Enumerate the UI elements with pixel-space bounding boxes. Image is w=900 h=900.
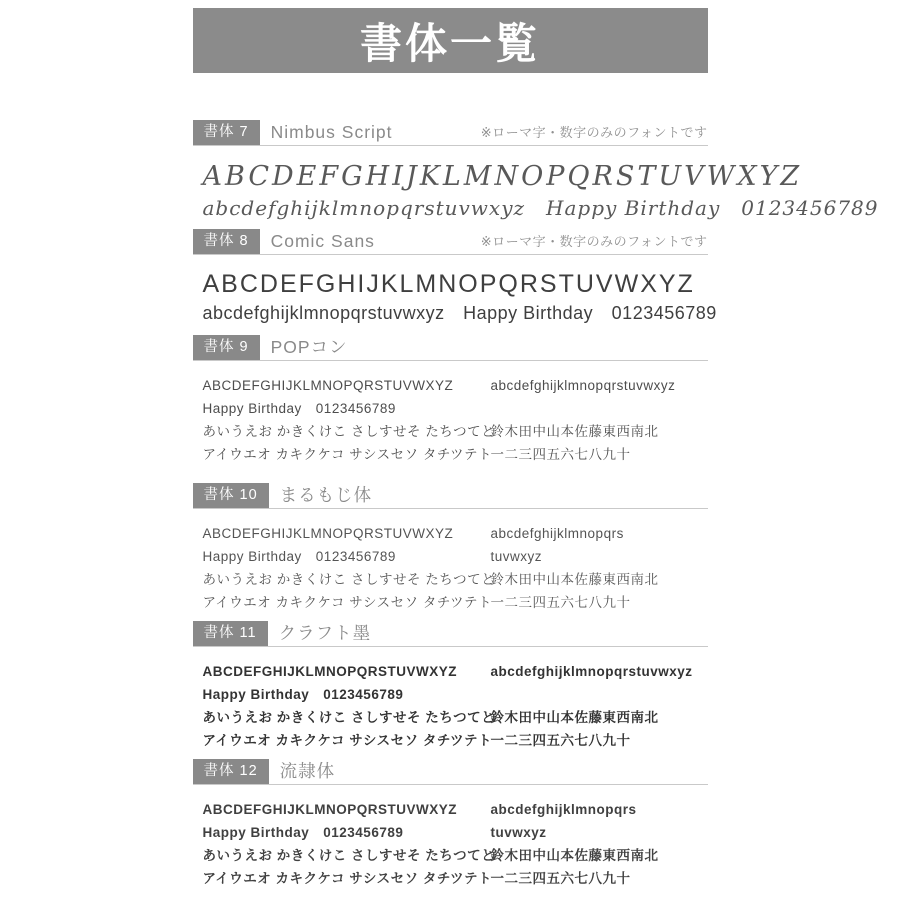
font-name-label: クラフト墨 (278, 623, 372, 643)
sample-uppercase: ABCDEFGHIJKLMNOPQRSTUVWXYZ (202, 526, 454, 541)
sample-kanji-numerals: 一二三四五六七八九十 (490, 733, 631, 748)
sample-uppercase-line: ABCDEFGHIJKLMNOPQRSTUVWXYZ (202, 270, 695, 298)
sample-lowercase-line: abcdefghijklmnopqrstuvwxyz Happy Birthday 0123456789 (202, 196, 879, 220)
sample-lowercase: abcdefghijklmnopqrstuvwxyz (490, 378, 676, 393)
sample-kanji-names: 鈴木田中山本佐藤東西南北 (490, 710, 659, 725)
sample-phrase-numbers: Happy Birthday 0123456789 (202, 401, 396, 416)
section-header (193, 229, 708, 255)
roman-only-note: ※ローマ字・数字のみのフォントです (480, 234, 708, 249)
sample-katakana: アイウエオ カキクケコ サシスセソ タチツテト (202, 447, 493, 462)
page-content (193, 0, 879, 890)
page-title: 書体一覧 (359, 19, 540, 67)
font-number-badge: 書体 9 (193, 335, 260, 360)
roman-only-note: ※ローマ字・数字のみのフォントです (480, 125, 708, 140)
sample-phrase-numbers: Happy Birthday 0123456789 (202, 549, 396, 564)
sample-katakana: アイウエオ カキクケコ サシスセソ タチツテト (202, 733, 493, 748)
sample-katakana: アイウエオ カキクケコ サシスセソ タチツテト (202, 595, 493, 610)
font-section-8 (193, 229, 717, 325)
font-samples (193, 268, 717, 325)
font-number-badge: 書体 12 (193, 759, 269, 784)
font-section-11 (193, 621, 708, 752)
font-number-badge: 書体 8 (193, 229, 260, 254)
sample-line (203, 844, 708, 867)
sample-uppercase-line: ABCDEFGHIJKLMNOPQRSTUVWXYZ (202, 161, 803, 192)
sample-phrase-numbers: Happy Birthday 0123456789 (202, 825, 404, 840)
sample-line (203, 867, 708, 890)
sample-line (203, 522, 708, 545)
sample-hiragana: あいうえお かきくけこ さしすせそ たちつてと (202, 848, 496, 863)
font-samples (193, 798, 708, 890)
sample-lowercase-line: abcdefghijklmnopqrstuvwxyz Happy Birthday 0123456789 (202, 303, 717, 323)
sample-lowercase: abcdefghijklmnopqrs (490, 526, 624, 541)
sample-uppercase: ABCDEFGHIJKLMNOPQRSTUVWXYZ (202, 802, 458, 817)
sample-line (203, 706, 708, 729)
font-number-badge: 書体 7 (193, 120, 260, 145)
section-header (193, 120, 708, 146)
font-samples (193, 374, 708, 466)
sample-hiragana: あいうえお かきくけこ さしすせそ たちつてと (202, 424, 496, 439)
sample-kanji-numerals: 一二三四五六七八九十 (490, 871, 631, 886)
sample-hiragana: あいうえお かきくけこ さしすせそ たちつてと (202, 572, 496, 587)
sample-lowercase: abcdefghijklmnopqrstuvwxyz (490, 664, 693, 679)
header-banner (193, 8, 708, 73)
font-number-badge: 書体 10 (193, 483, 269, 508)
sample-line (203, 374, 708, 397)
font-number-badge: 書体 11 (193, 621, 268, 646)
sample-line (203, 443, 708, 466)
sample-line (203, 683, 708, 706)
section-header (193, 759, 708, 785)
section-header (193, 621, 708, 647)
sample-line (203, 729, 708, 752)
sample-katakana: アイウエオ カキクケコ サシスセソ タチツテト (202, 871, 493, 886)
sample-line (203, 397, 708, 420)
sample-lowercase-cont: tuvwxyz (490, 549, 543, 564)
sample-kanji-names: 鈴木田中山本佐藤東西南北 (490, 848, 659, 863)
sample-kanji-numerals: 一二三四五六七八九十 (490, 595, 631, 610)
font-name-label: まるもじ体 (279, 485, 373, 505)
font-name-label: 流隷体 (279, 761, 336, 781)
sample-lowercase: abcdefghijklmnopqrs (490, 802, 637, 817)
sample-line (203, 821, 708, 844)
font-section-10 (193, 483, 708, 614)
sample-kanji-names: 鈴木田中山本佐藤東西南北 (490, 424, 659, 439)
font-name-label: Comic Sans (270, 231, 375, 251)
font-section-9 (193, 335, 708, 466)
sample-hiragana: あいうえお かきくけこ さしすせそ たちつてと (202, 710, 496, 725)
section-header (193, 483, 708, 509)
font-section-12 (193, 759, 708, 890)
sample-line (203, 591, 708, 614)
sample-lowercase-cont: tuvwxyz (490, 825, 547, 840)
font-samples (193, 522, 708, 614)
sample-uppercase: ABCDEFGHIJKLMNOPQRSTUVWXYZ (202, 664, 458, 679)
sample-phrase-numbers: Happy Birthday 0123456789 (202, 687, 404, 702)
sample-kanji-names: 鈴木田中山本佐藤東西南北 (490, 572, 659, 587)
font-samples (193, 660, 708, 752)
sample-line (203, 545, 708, 568)
sample-kanji-numerals: 一二三四五六七八九十 (490, 447, 631, 462)
section-header (193, 335, 708, 361)
font-section-7 (193, 120, 879, 222)
font-name-label: POPコン (270, 337, 348, 357)
sample-line (203, 798, 708, 821)
font-name-label: Nimbus Script (270, 122, 393, 142)
font-samples (193, 160, 879, 222)
sample-line (203, 660, 708, 683)
sample-line (203, 420, 708, 443)
sample-line (203, 568, 708, 591)
sample-uppercase: ABCDEFGHIJKLMNOPQRSTUVWXYZ (202, 378, 454, 393)
